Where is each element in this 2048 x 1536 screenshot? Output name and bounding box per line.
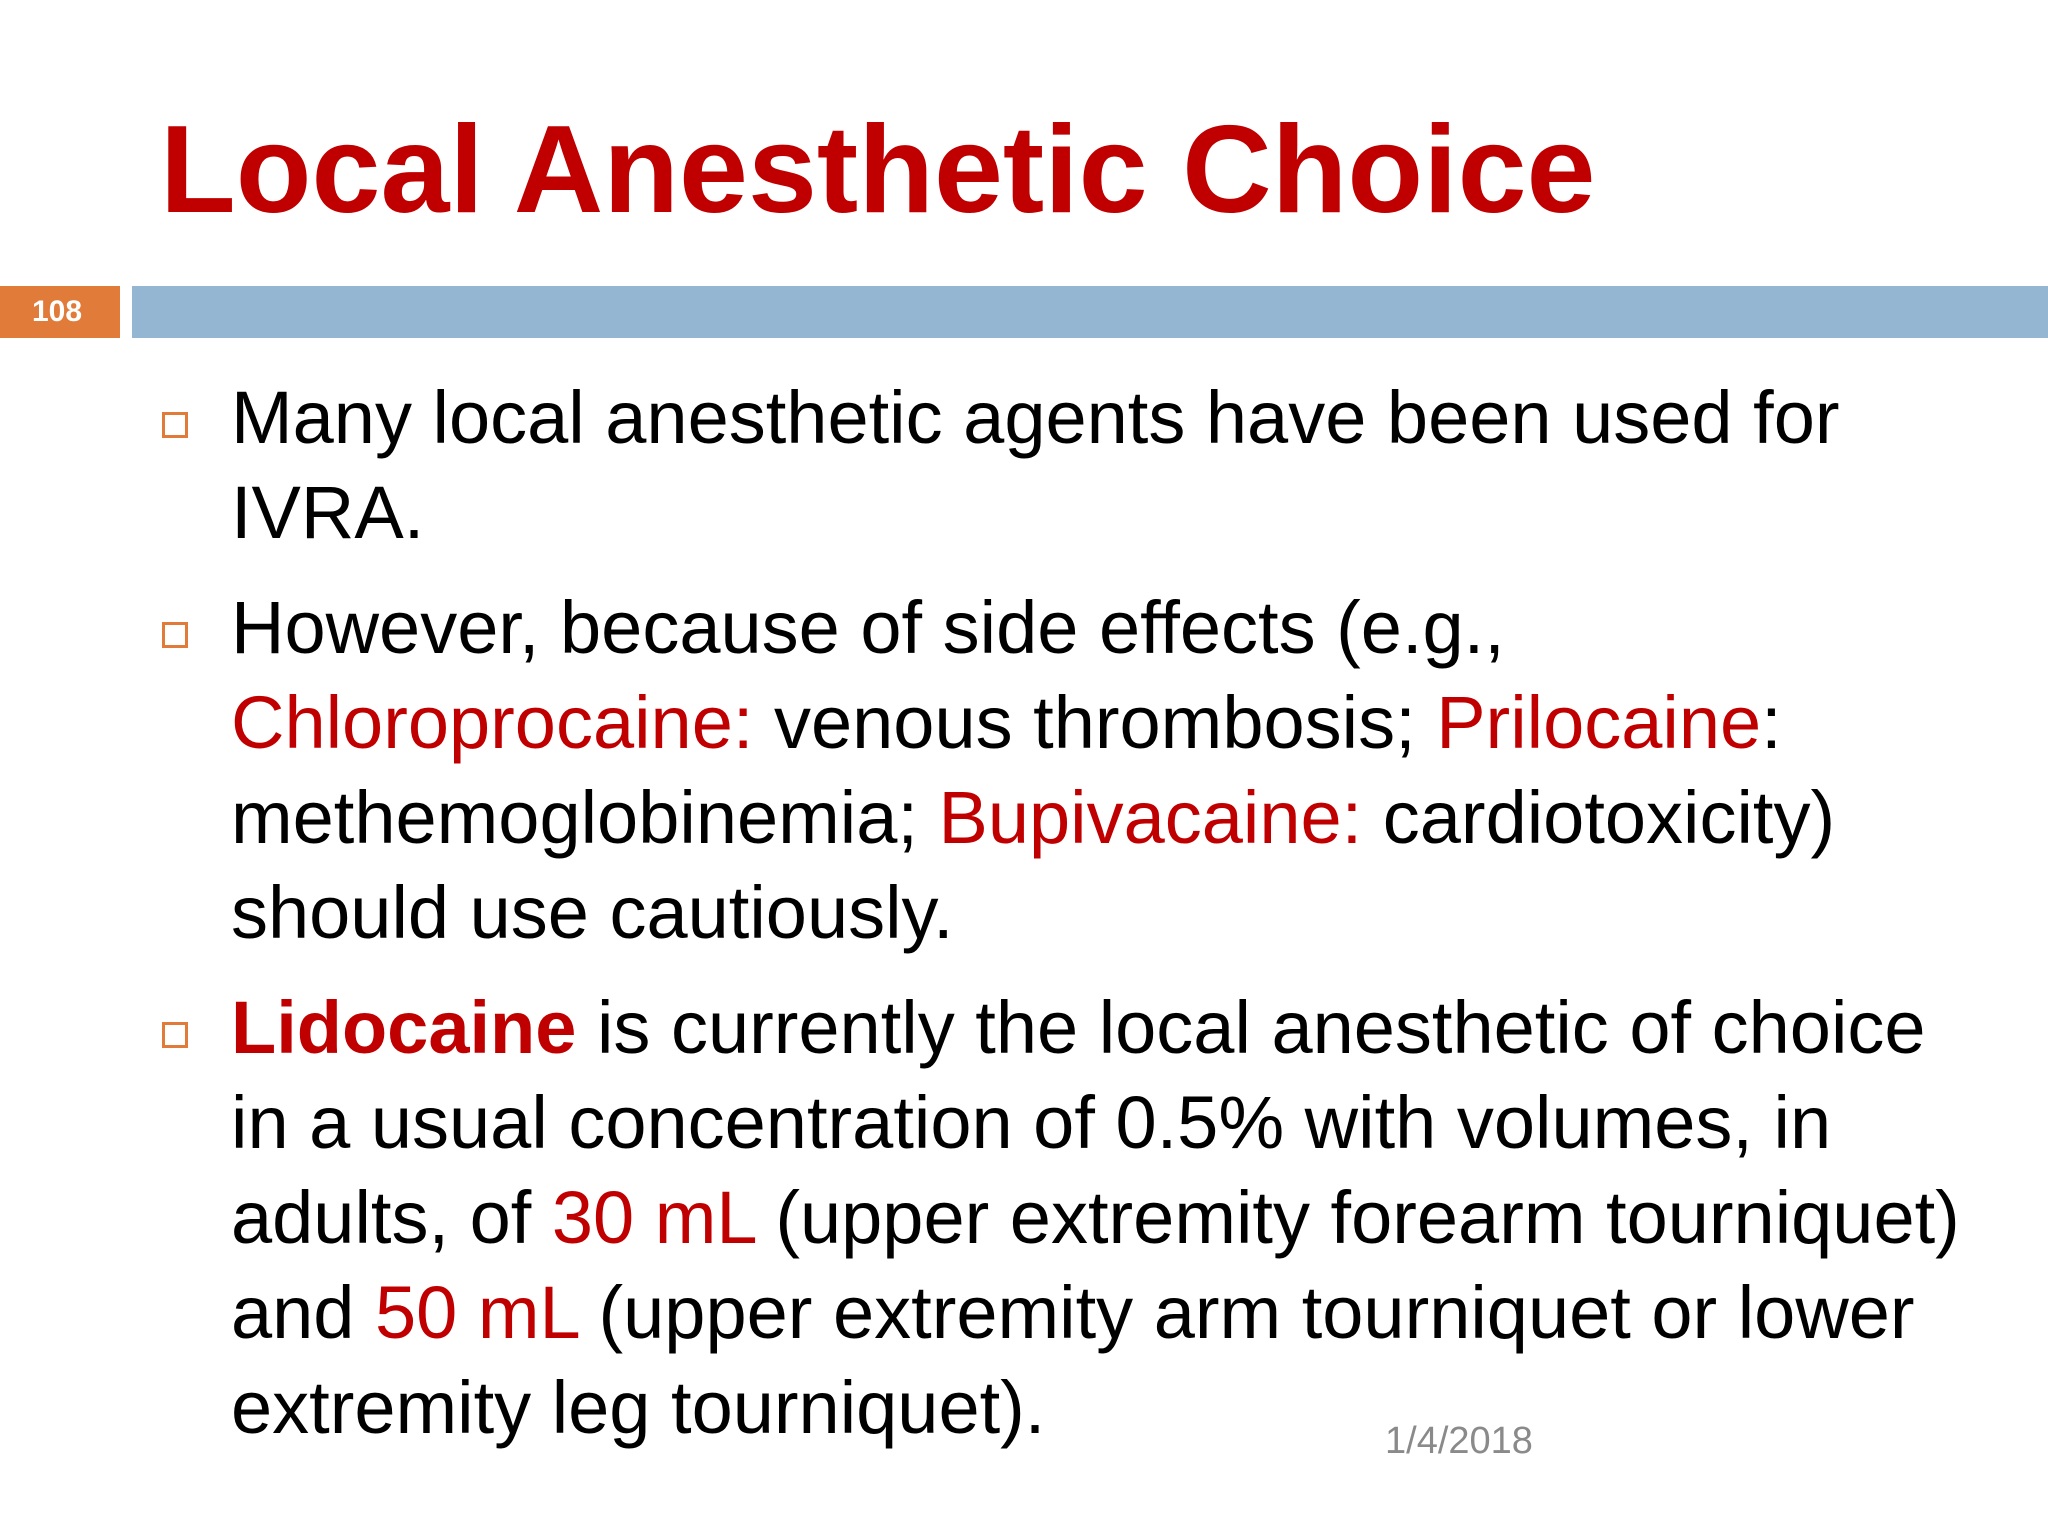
- square-bullet-icon: [162, 412, 188, 438]
- drug-name-bupivacaine: Bupivacaine:: [938, 776, 1363, 859]
- bullet-list: [160, 370, 2000, 1475]
- bullet-item-3: [160, 980, 2000, 1455]
- slide-title: Local Anesthetic Choice: [160, 101, 1596, 239]
- bullet-1-text: Many local anesthetic agents have been used for IVRA.: [231, 376, 1840, 554]
- bullet-3-segment-4: (upper extremity forearm tourniquet) and: [231, 1176, 1960, 1354]
- bullet-2-segment-1: However, because of side effects (e.g.,: [231, 586, 1505, 669]
- bullet-3-segment-2: is currently the local anesthetic of choice in a usual concentration of 0.5% with volumes, in adults, of: [231, 986, 1926, 1259]
- drug-name-chloroprocaine: Chloroprocaine:: [231, 681, 754, 764]
- title-divider-bar: [132, 286, 2048, 338]
- slide-number-badge: 108: [0, 286, 120, 338]
- bullet-item-2: [160, 580, 2000, 960]
- drug-name-lidocaine: Lidocaine: [231, 986, 577, 1069]
- bullet-item-1: [160, 370, 2000, 560]
- bullet-2-segment-3: venous thrombosis;: [753, 681, 1437, 764]
- volume-30ml: 30 mL: [551, 1176, 755, 1259]
- slide-date: 1/4/2018: [1385, 1420, 1533, 1462]
- bullet-3-segment-6: (upper extremity arm tourniquet or lower extremity leg tourniquet).: [231, 1271, 1915, 1449]
- bullet-2-segment-5: : methemoglobinemia;: [231, 681, 1782, 859]
- square-bullet-icon: [162, 1022, 188, 1048]
- bullet-2-segment-7: cardiotoxicity) should use cautiously.: [231, 776, 1836, 954]
- square-bullet-icon: [162, 622, 188, 648]
- volume-50ml: 50 mL: [375, 1271, 578, 1354]
- drug-name-prilocaine: Prilocaine: [1436, 681, 1762, 764]
